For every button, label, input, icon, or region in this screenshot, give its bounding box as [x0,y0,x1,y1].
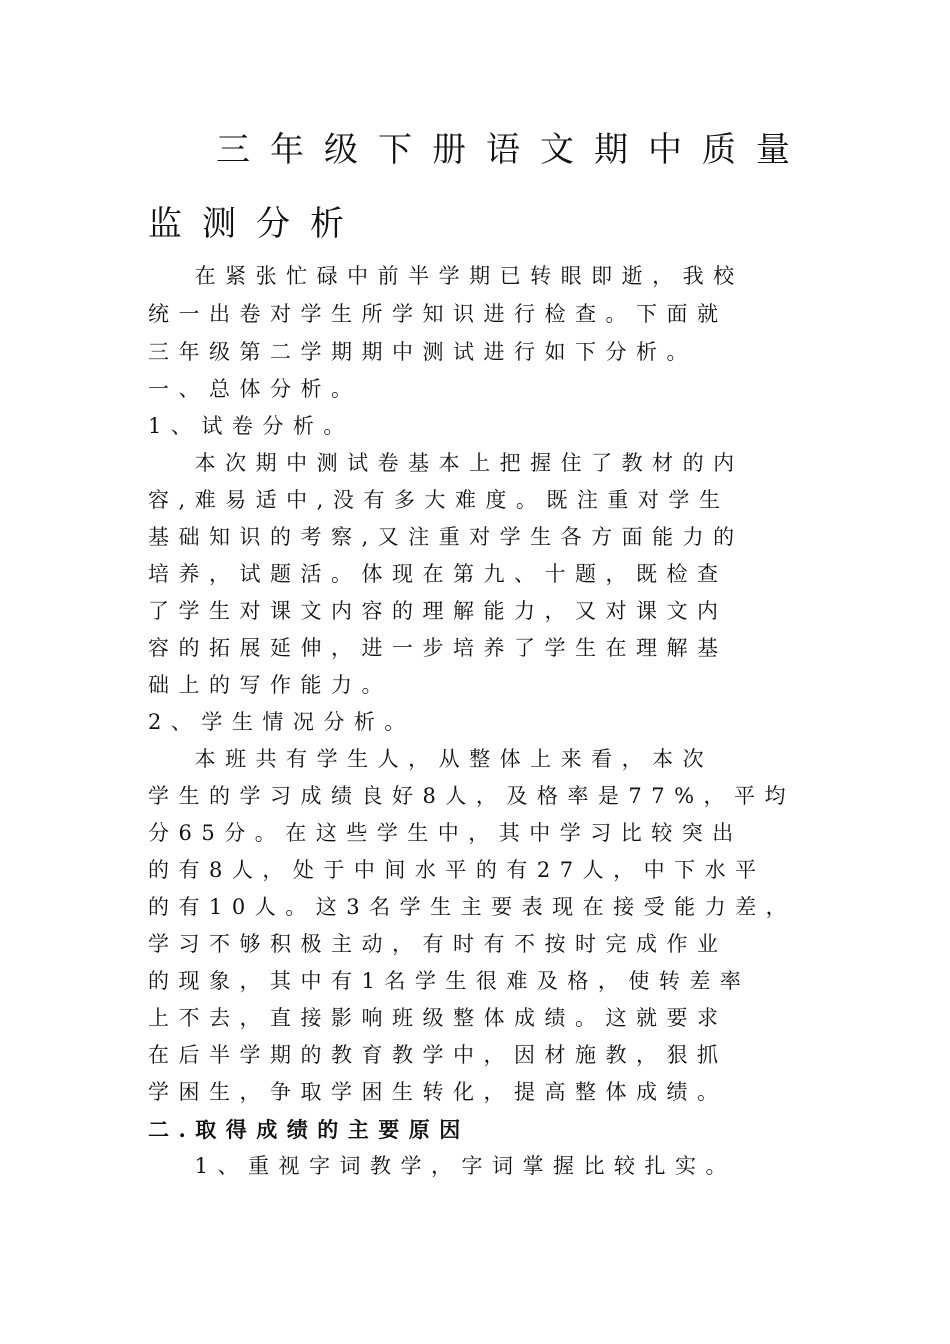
paragraph-line: 容的拓展延伸，进一步培养了学生在理解基 [148,636,728,660]
subsection-heading: 2、学生情况分析。 [148,710,415,734]
section-heading: 一、总体分析。 [148,377,362,401]
paragraph-line: 本次期中测试卷基本上把握住了教材的内 [148,451,744,475]
paragraph-line: 统一出卷对学生所学知识进行检查。下面就 [148,302,728,326]
paragraph-line: 学生的学习成绩良好8人，及格率是77%，平均 [148,784,796,808]
section-heading: 二.取得成绩的主要原因 [148,1117,470,1142]
paragraph-line: 的有8人，处于中间水平的有27人，中下水平 [148,858,766,882]
paragraph-line: 1、重视字词教学，字词掌握比较扎实。 [148,1154,737,1178]
paragraph-line: 上不去，直接影响班级整体成绩。这就要求 [148,1006,728,1030]
paragraph-line: 础上的写作能力。 [148,673,392,697]
paragraph-line: 本班共有学生人，从整体上来看，本次 [148,747,714,771]
paragraph-line: 在后半学期的教育教学中，因材施教，狠抓 [148,1043,728,1067]
paragraph-line: 基础知识的考察,又注重对学生各方面能力的 [148,525,744,549]
paragraph-line: 学困生，争取学困生转化，提高整体成绩。 [148,1080,728,1104]
paragraph-line: 在紧张忙碌中前半学期已转眼即逝，我校 [148,264,744,288]
paragraph-line: 的有10人。这3名学生主要表现在接受能力差， [148,895,797,919]
paragraph-line: 了学生对课文内容的理解能力，又对课文内 [148,599,728,623]
document-title-line-1: 三年级下册语文期中质量 [216,130,810,170]
subsection-heading: 1、试卷分析。 [148,414,354,438]
document-title-line-2: 监测分析 [148,204,364,244]
paragraph-line: 三年级第二学期期中测试进行如下分析。 [148,340,697,364]
paragraph-line: 的现象，其中有1名学生很难及格，使转差率 [148,969,751,993]
paragraph-line: 容,难易适中,没有多大难度。既注重对学生 [148,488,730,512]
paragraph-line: 培养，试题活。体现在第九、十题，既检查 [148,562,728,586]
paragraph-line: 学习不够积极主动，有时有不按时完成作业 [148,932,728,956]
paragraph-line: 分65分。在这些学生中，其中学习比较突出 [148,821,743,845]
